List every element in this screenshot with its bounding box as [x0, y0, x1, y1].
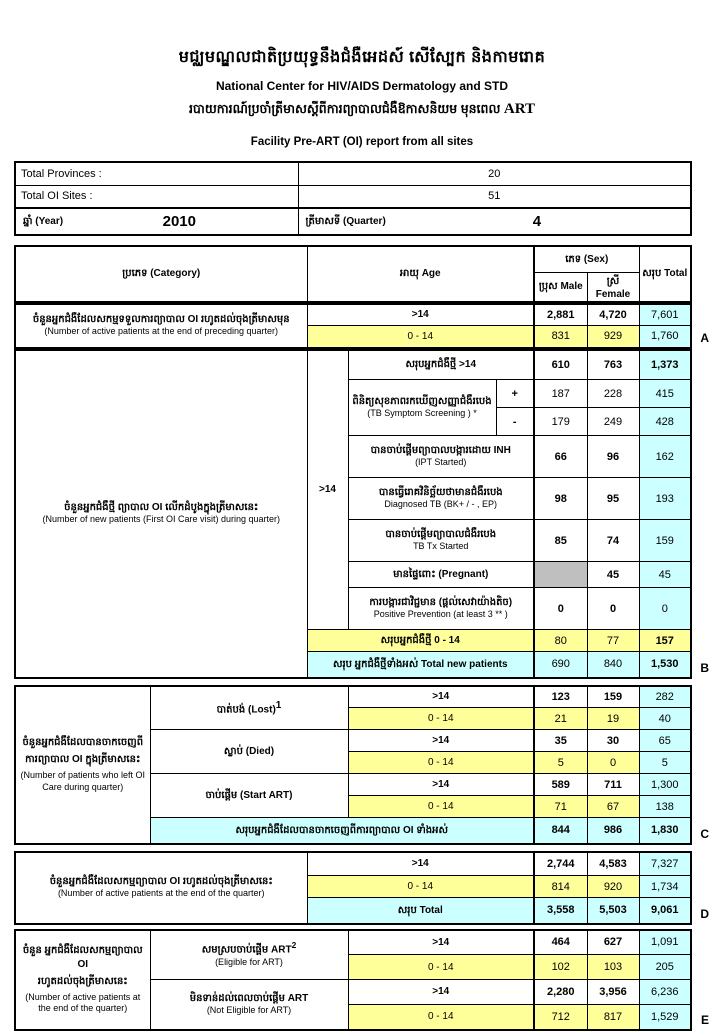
a-over14-male: 2,881 [534, 304, 587, 326]
c-startart-over14-male: 589 [534, 774, 587, 796]
d-total-label: សរុប Total [307, 898, 534, 924]
d-over14-male: 2,744 [534, 852, 587, 876]
b-tb-minus-female: 249 [587, 408, 639, 436]
b-tb-plus-sign: + [496, 380, 534, 408]
section-a-label-km: ចំនួនអ្នកជំងឺដែលសកម្មទទួលការព្យាបាល OI រហូតដល់ចុងត្រីមាសមុន [32, 313, 290, 325]
total-oi-sites-value: 51 [298, 185, 691, 208]
b-diagnosed-male: 98 [534, 478, 587, 520]
quarter-label: ត្រីមាសទី (Quarter) [305, 216, 386, 227]
col-category: ប្រភេទ (Category) [15, 246, 307, 302]
c-died-under14-female: 0 [587, 752, 639, 774]
c-startart-label: ចាប់ផ្តើម (Start ART) [150, 774, 348, 818]
e-noteligible-over14-female: 3,956 [587, 980, 639, 1005]
e-noteligible-under14-female: 817 [587, 1005, 639, 1030]
b-total-over14-total: 1,373 [639, 350, 691, 380]
section-a-letter: A [700, 330, 709, 345]
section-a-label [15, 304, 307, 348]
c-total-female: 986 [587, 818, 639, 844]
c-lost-over14-total: 282 [639, 686, 691, 708]
b-tb-minus-male: 179 [534, 408, 587, 436]
b-ipt-total: 162 [639, 436, 691, 478]
b-tbtx-male: 85 [534, 520, 587, 562]
e-noteligible-over14-age: >14 [348, 980, 534, 1005]
c-startart-over14-total: 1,300 [639, 774, 691, 796]
e-eligible-under14-age: 0 - 14 [348, 955, 534, 980]
c-died-under14-total: 5 [639, 752, 691, 774]
b-ipt-km: បានចាប់ផ្តើមព្យាបាលបង្ការដោយ INH [370, 444, 511, 456]
d-over14-female: 4,583 [587, 852, 639, 876]
section-e-label-km2: រហូតដល់ចុងត្រីមាសនេះ [37, 976, 128, 988]
e-eligible-over14-male: 464 [534, 930, 587, 955]
c-lost-under14-total: 40 [639, 708, 691, 730]
col-total: សរុប Total [639, 246, 691, 302]
d-under14-total: 1,734 [639, 876, 691, 898]
b-pregnant-total: 45 [639, 562, 691, 588]
report-header [0, 0, 724, 148]
b-posprev-km: ការបង្ការជាវិជ្ជមាន (ផ្តល់សេវាយ៉ាងតិច) [369, 596, 513, 608]
b-grand-total-total: 1,530 B [639, 652, 691, 678]
b-tbtx-en: TB Tx Started [413, 541, 469, 552]
c-died-over14-age: >14 [348, 730, 534, 752]
section-a-table [14, 303, 709, 349]
section-d-label-en: (Number of active patients at the end of the quarter) [57, 888, 265, 899]
c-lost-over14-male: 123 [534, 686, 587, 708]
d-total-total: 9,061 D [639, 898, 691, 924]
section-b-label-en: (Number of new patients (First OI Care visit) during quarter) [42, 514, 281, 525]
c-total-total: 1,830 C [639, 818, 691, 844]
c-lost-under14-male: 21 [534, 708, 587, 730]
c-startart-under14-total: 138 [639, 796, 691, 818]
b-diagnosed-km: បានធ្វើរោគវិនិច្ឆ័យថាមានជំងឺរបេង [378, 486, 503, 498]
b-tb-screening-label [348, 380, 496, 436]
e-eligible-under14-female: 103 [587, 955, 639, 980]
main-header-table [14, 245, 692, 303]
d-under14-female: 920 [587, 876, 639, 898]
c-died-under14-age: 0 - 14 [348, 752, 534, 774]
total-oi-sites-label: Total OI Sites : [15, 185, 298, 208]
b-posprev-female: 0 [587, 588, 639, 630]
a-over14-female: 4,720 [587, 304, 639, 326]
e-eligible-label: សមស្របចាប់ផ្តើម ART$^2$ (Eligible for ART) [150, 930, 348, 980]
e-noteligible-over14-male: 2,280 [534, 980, 587, 1005]
b-tb-minus-sign: - [496, 408, 534, 436]
e-eligible-under14-total: 205 [639, 955, 691, 980]
section-a-label-en: (Number of active patients at the end of preceding quarter) [44, 326, 279, 337]
e-noteligible-label [150, 980, 348, 1030]
b-ipt-label [348, 436, 534, 478]
b-tb-plus-female: 228 [587, 380, 639, 408]
c-lost-over14-age: >14 [348, 686, 534, 708]
section-e-label-en: (Number of active patients at the end of the quarter) [25, 991, 141, 1014]
e-noteligible-over14-total: 6,236 [639, 980, 691, 1005]
khmer-title: មជ្ឈមណ្ឌលជាតិប្រយុទ្ធនឹងជំងឺអេដស៍ សើស្បែក និងកាមរោគ [178, 49, 546, 66]
b-tb-plus-male: 187 [534, 380, 587, 408]
a-under14-male: 831 [534, 326, 587, 348]
b-total-over14-label: សរុបអ្នកជំងឺថ្មី >14 [348, 350, 534, 380]
e-eligible-en: (Eligible for ART) [215, 957, 283, 968]
d-over14-total: 7,327 [639, 852, 691, 876]
b-posprev-en: Positive Prevention (at least 3 ** ) [373, 609, 508, 620]
b-pregnant-female: 45 [587, 562, 639, 588]
c-died-over14-male: 35 [534, 730, 587, 752]
c-startart-under14-male: 71 [534, 796, 587, 818]
b-total-under14-female: 77 [587, 630, 639, 652]
e-eligible-under14-male: 102 [534, 955, 587, 980]
a-over14-total: 7,601 [639, 304, 691, 326]
section-c-label-km2: ការព្យាបាល OI ក្នុងត្រីមាសនេះ [25, 754, 141, 766]
section-e-table [14, 929, 709, 1031]
section-b-label [15, 350, 307, 678]
info-table [14, 161, 692, 236]
d-over14-age: >14 [307, 852, 534, 876]
c-died-over14-total: 65 [639, 730, 691, 752]
e-noteligible-en: (Not Eligible for ART) [206, 1005, 292, 1016]
c-startart-under14-female: 67 [587, 796, 639, 818]
section-c-table [14, 685, 709, 845]
d-under14-age: 0 - 14 [307, 876, 534, 898]
age-under14: 0 - 14 [307, 326, 534, 348]
section-e-label [15, 930, 150, 1030]
a-under14-total: 1,760 A [639, 326, 691, 348]
b-total-under14-label: សរុបអ្នកជំងឺថ្មី 0 - 14 [307, 630, 534, 652]
b-tbtx-km: បានចាប់ផ្តើមព្យាបាលជំងឺរបេង [385, 528, 497, 540]
khmer-subtitle [0, 101, 724, 120]
col-male: ប្រុស Male [534, 272, 587, 302]
age-over14: >14 [307, 304, 534, 326]
b-ipt-female: 96 [587, 436, 639, 478]
section-e-letter: E [700, 1012, 709, 1027]
b-total-over14-female: 763 [587, 350, 639, 380]
b-age-span: >14 [307, 350, 348, 630]
e-eligible-over14-female: 627 [587, 930, 639, 955]
b-tb-minus-total: 428 [639, 408, 691, 436]
total-provinces-label: Total Provinces : [15, 162, 298, 185]
c-lost-sup: 1 [275, 699, 282, 711]
e-noteligible-under14-age: 0 - 14 [348, 1005, 534, 1030]
c-startart-under14-age: 0 - 14 [348, 796, 534, 818]
e-eligible-over14-total: 1,091 [639, 930, 691, 955]
b-diagnosed-en: Diagnosed TB (BK+ / - , EP) [384, 499, 498, 510]
art-label: ART [503, 101, 536, 117]
col-sex: ភេទ (Sex) [534, 246, 639, 272]
b-total-under14-total: 157 [639, 630, 691, 652]
b-tb-en: (TB Symptom Screening ) * [367, 408, 477, 419]
english-title: National Center for HIV/AIDS Dermatology and STD [215, 79, 509, 93]
c-total-male: 844 [534, 818, 587, 844]
b-tbtx-total: 159 [639, 520, 691, 562]
report-title: Facility Pre-ART (OI) report from all sites [250, 136, 474, 148]
khmer-subtitle-text: របាយការណ៍ប្រចាំត្រីមាសស្តីពីការព្យាបាលជំងឺឱកាសនិយម មុនពេល [188, 102, 501, 116]
b-posprev-total: 0 [639, 588, 691, 630]
b-total-under14-male: 80 [534, 630, 587, 652]
section-b-letter: B [700, 660, 709, 675]
quarter-value: 4 [532, 213, 542, 230]
b-grand-total-label: សរុប អ្នកជំងឺថ្មីទាំងអស់ Total new patients [307, 652, 534, 678]
section-e-label-km1: ចំនួន អ្នកជំងឺដែលសកម្មព្យាបាល OI [22, 945, 143, 970]
b-total-over14-male: 610 [534, 350, 587, 380]
b-posprev-label [348, 588, 534, 630]
c-lost-under14-age: 0 - 14 [348, 708, 534, 730]
total-provinces-value: 20 [298, 162, 691, 185]
col-female: ស្រី Female [587, 272, 639, 302]
b-ipt-male: 66 [534, 436, 587, 478]
section-d-label [15, 852, 307, 924]
b-diagnosed-label [348, 478, 534, 520]
section-c-label-km1: ចំនួនអ្នកជំងឺដែលបានចាកចេញពី [22, 736, 144, 748]
d-under14-male: 814 [534, 876, 587, 898]
c-startart-over14-female: 711 [587, 774, 639, 796]
b-diagnosed-female: 95 [587, 478, 639, 520]
c-lost-label: បាត់បង់ (Lost)$^1$ [150, 686, 348, 730]
c-lost-under14-female: 19 [587, 708, 639, 730]
section-c-label-en: (Number of patients who left OI Care during quarter) [20, 769, 146, 792]
b-tb-plus-total: 415 [639, 380, 691, 408]
section-c-letter: C [700, 826, 709, 841]
e-noteligible-km: មិនទាន់ដល់ពេលចាប់ផ្តើម ART [189, 992, 309, 1004]
section-c-label [15, 686, 150, 844]
section-b-table [14, 349, 709, 679]
e-eligible-sup: 2 [291, 940, 297, 951]
section-d-table [14, 851, 709, 925]
b-pregnant-label: មានផ្ទៃពោះ (Pregnant) [348, 562, 534, 588]
b-ipt-en: (IPT Started) [415, 457, 467, 468]
year-value: 2010 [162, 213, 196, 230]
col-age: អាយុ Age [307, 246, 534, 302]
e-eligible-over14-age: >14 [348, 930, 534, 955]
c-total-label: សរុបអ្នកជំងឺដែលបានចាកចេញពីការព្យាបាល OI ទាំងអស់ [150, 818, 534, 844]
b-pregnant-male-blocked [534, 562, 587, 588]
c-died-under14-male: 5 [534, 752, 587, 774]
b-grand-total-female: 840 [587, 652, 639, 678]
d-total-male: 3,558 [534, 898, 587, 924]
b-tb-km: ពិនិត្យសុខភាពរកឃើញសញ្ញាជំងឺរបេង [352, 395, 492, 407]
d-total-female: 5,503 [587, 898, 639, 924]
a-under14-female: 929 [587, 326, 639, 348]
b-diagnosed-total: 193 [639, 478, 691, 520]
c-died-label: ស្លាប់ (Died) [150, 730, 348, 774]
quarter-cell [298, 208, 691, 235]
section-b-label-km: ចំនួនអ្នកជំងឺថ្មី ព្យាបាល OI លើកដំបូងក្នុងត្រីមាសនេះ [64, 501, 259, 513]
e-noteligible-under14-total: 1,529 E [639, 1005, 691, 1030]
c-startart-over14-age: >14 [348, 774, 534, 796]
b-posprev-male: 0 [534, 588, 587, 630]
b-tbtx-label [348, 520, 534, 562]
e-noteligible-under14-male: 712 [534, 1005, 587, 1030]
section-d-letter: D [700, 906, 709, 921]
c-died-over14-female: 30 [587, 730, 639, 752]
year-cell [15, 208, 298, 235]
c-lost-over14-female: 159 [587, 686, 639, 708]
section-d-label-km: ចំនួនអ្នកជំងឺដែលសកម្មព្យាបាល OI រហូតដល់ចុងត្រីមាសនេះ [49, 875, 273, 887]
b-grand-total-male: 690 [534, 652, 587, 678]
b-tbtx-female: 74 [587, 520, 639, 562]
year-label: ឆ្នាំ (Year) [23, 216, 64, 227]
